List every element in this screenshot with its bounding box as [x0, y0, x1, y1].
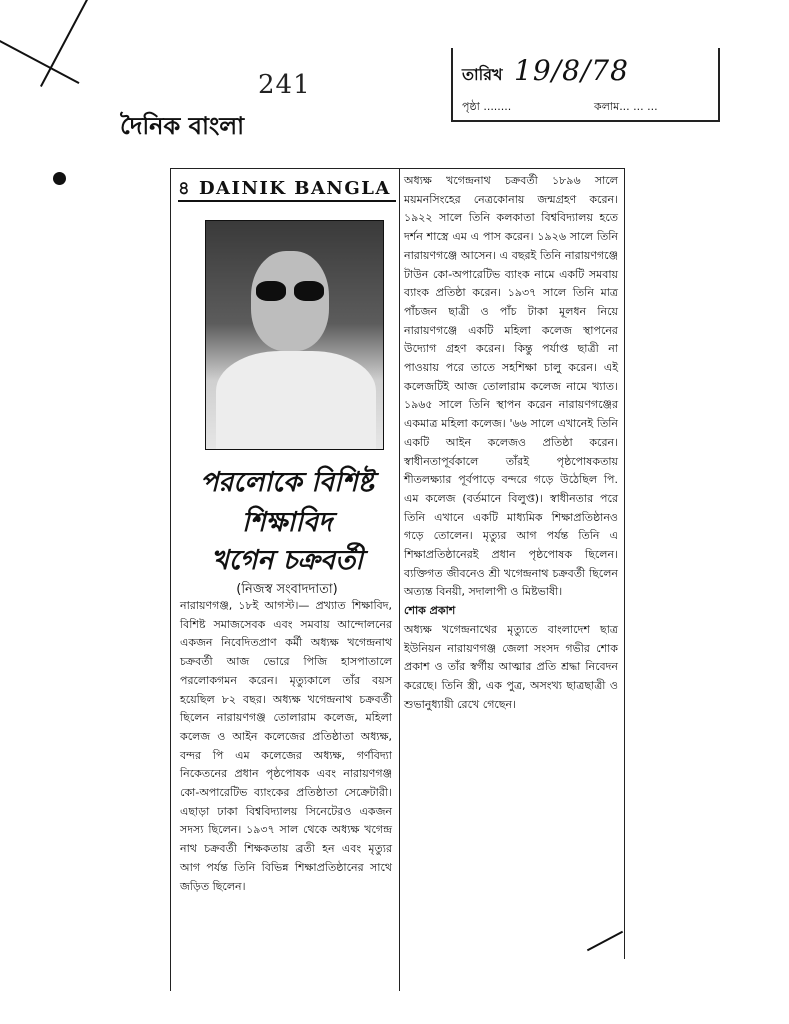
- mourning-heading: শোক প্রকাশ: [404, 604, 456, 618]
- portrait-photo: [205, 220, 384, 450]
- article-left-column: নারায়ণগঞ্জ, ১৮ই আগস্ট।— প্রখ্যাত শিক্ষাবিদ, বিশিষ্ট সমাজসেবক এবং সমবায় আন্দোলনের একজন নিবেদিতপ্রাণ কর্মী অধ্যক্ষ খগেন্দ্রনাথ চক্রবর্তী আজ ভোরে পিজি হাসপাতালে পরলোকগমন করেন। মৃত্যুকালে তাঁর বয়স হয়েছিল ৮২ বছর। অধ্যক্ষ খগেন্দ্রনাথ চক্রবর্তী ছিলেন নারায়ণগঞ্জ তোলারাম কলেজ, মহিলা কলেজ ও আইন কলেজের প্রতিষ্ঠাতা অধ্যক্ষ, বন্দর পি এম কলেজের অধ্যক্ষ, গর্ণবিদ্যা নিকেতনের প্রধান পৃষ্ঠপোষক এবং নারায়ণগঞ্জ কো-অপারেটিভ ব্যাংকের প্রতিষ্ঠাতা সেক্রেটারী। এছাড়া ঢাকা বিশ্ববিদ্যালয় সিনেটেরও একজন সদস্য ছিলেন। ১৯৩৭ সাল থেকে অধ্যক্ষ খগেন্দ্র নাথ চক্রবর্তী শিক্ষকতায় ব্রতী হন এবং মৃত্যুর আগ পর্যন্ত তিনি বিভিন্ন শিক্ষাপ্রতিষ্ঠানের সাথে জড়িত ছিলেন।: [180, 599, 392, 893]
- mourning-text: অধ্যক্ষ খগেন্দ্রনাথের মৃত্যুতে বাংলাদেশ ছাত্র ইউনিয়ন নারায়ণগঞ্জ জেলা সংসদ গভীর শোক প্রকাশ ও তাঁর স্বর্গীয় আত্মার প্রতি শ্রদ্ধা নিবেদন করেছে। তিনি স্ত্রী, এক পুত্র, অসংখ্য ছাত্রছাত্রী ও শুভানুধ্যায়ী রেখে গেছেন।: [404, 622, 618, 711]
- byline: (নিজস্ব সংবাদদাতা): [236, 582, 338, 597]
- newspaper-name-handwritten: দৈনিক বাংলা: [120, 111, 245, 140]
- date-label: তারিখ: [462, 65, 503, 84]
- right-column-text: অধ্যক্ষ খগেন্দ্রনাথ চক্রবর্তী ১৮৯৬ সালে ময়মনসিংহের নেত্রকোনায় জন্মগ্রহণ করেন। ১৯২২ সালে তিনি কলকাতা বিশ্ববিদ্যালয় হতে দর্শন শাস্ত্রে এম এ পাস করেন। ১৯২৬ সালে তিনি নারায়ণগঞ্জে আসেন। এ বছরই তিনি নারায়ণগঞ্জে টাউন কো-অপারেটিভ ব্যাংক নামে একটি সমবায় ব্যাংক প্রতিষ্ঠা করেন। ১৯৩৭ সালে তিনি মাত্র পাঁচজন ছাত্রী ও পাঁচ টাকা মূলধন নিয়ে নারায়ণগঞ্জে একটি মহিলা কলেজ স্থাপনের উদ্যোগ গ্রহণ করেন। কিন্তু পর্যাপ্ত ছাত্রী না পাওয়ায় পরে তাতে সহশিক্ষা চালু করেন। এই কলেজটিই আজ তোলারাম কলেজ নামে খ্যাত। ১৯৬৫ সালে তিনি স্থাপন করেন নারায়ণগঞ্জের একমাত্র মহিলা কলেজ। '৬৬ সালে এখানেই তিনি একটি আইন কলেজও প্রতিষ্ঠা করেন। স্বাধীনতাপূর্বকালে তাঁরই পৃষ্ঠপোষকতায় শীতলক্ষ্যার পূর্বপাড়ে বন্দরে গড়ে উঠেছিল পি. এম কলেজ (বর্তমানে বিলুপ্ত)। স্বাধীনতার পরে তিনি এখানে একটি মাধ্যমিক শিক্ষাপ্রতিষ্ঠানও গড়ে তোলেন। মৃত্যুর আগ পর্যন্ত তিনি এ শিক্ষাপ্রতিষ্ঠানেরই প্রধান পৃষ্ঠপোষক ছিলেন। ব্যক্তিগত জীবনেও শ্রী খগেন্দ্রনাথ চক্রবর্তী ছিলেন অত্যন্ত বিনয়ী, সদালাপী ও মিষ্টভাষী।: [404, 174, 618, 599]
- page-number: 241: [258, 70, 311, 100]
- headline-line-3: খগেন চক্রবর্তী: [211, 545, 363, 576]
- clipping-masthead: ৪ DAINIK BANGLA: [178, 178, 391, 199]
- masthead-rule: [178, 200, 396, 202]
- punch-hole-dot: [53, 172, 66, 185]
- headline-line-1: পরলোকে বিশিষ্ট: [200, 467, 374, 498]
- date-value: 19/8/78: [514, 54, 629, 87]
- article-right-column: [404, 172, 618, 714]
- page-field: পৃষ্ঠা ........: [462, 100, 512, 113]
- headline-line-2: শিক্ষাবিদ: [241, 507, 333, 538]
- folded-corner-line: [40, 0, 98, 87]
- column-field: কলাম... ... ...: [594, 100, 658, 113]
- folded-corner-line: [0, 40, 79, 84]
